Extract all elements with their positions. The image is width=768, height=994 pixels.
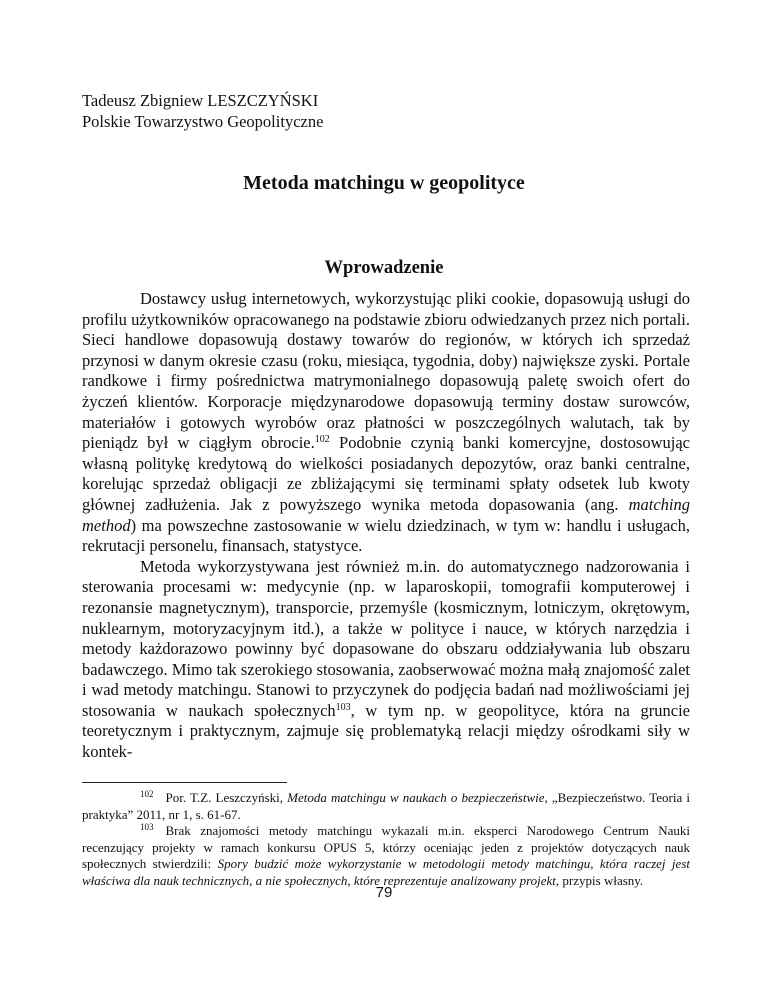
footnote-divider (82, 782, 287, 783)
footnote-102-italic: Metoda matchingu w naukach o bezpieczeństwie (287, 790, 545, 805)
footnote-103 (82, 823, 690, 889)
paragraph-1-text-b: Podobnie czynią banki komercyjne, dostosowując własną politykę kredytową do wielkości posiadanych depozytów, oraz banki centralne, korelując sprzedaż obligacji ze zbliżającymi się terminami spłaty odsetek lub kwoty głównej zadłużenia. Jak z powyższego wynika metoda dopasowania (ang. (82, 433, 691, 514)
footnotes (82, 790, 690, 890)
footnote-102-text-b: , „Bezpieczeństwo. Teoria i praktyka” 2011, nr 1, s. 61-67. (82, 790, 690, 822)
paragraph-2-text-a: Metoda wykorzystywana jest również m.in. do automatycznego nadzorowania i sterowania procesami w: medycynie (np. w laparoskopii, tomografii komputerowej i rezonansie magnetycznym), transporcie, przemyśle (kosmicznym, lotniczym, okrętowym, nuklearnym, motoryzacyjnym itd.), a także w polityce i nauce, w których narzędzia i metody każdorazowo powinny być dopasowane do obszaru oddziaływania lub obszaru badawczego. Mimo tak szerokiego stosowania, zaobserwować można małą znajomość zalet i wad metody matchingu. Stanowi to przyczynek do podjęcia badań nad możliwościami jej stosowania w naukach społecznych (82, 556, 690, 720)
paragraph-2-text-b: , w tym np. w geopolityce, która na gruncie teoretycznym i praktycznym, zajmuje się problematyką relacji między ośrodkami siły w kontek- (82, 700, 690, 762)
footnote-102 (82, 790, 690, 823)
footnote-ref-103: 103 (335, 701, 351, 713)
footnote-103-text-b: , przypis własny. (555, 872, 644, 888)
paragraph-1 (82, 289, 690, 557)
footnote-103-number: 103 (140, 822, 154, 833)
author-affiliation: Polskie Towarzystwo Geopolityczne (82, 112, 324, 131)
footnote-102-text-a: Por. T.Z. Leszczyński, (165, 790, 288, 805)
footnote-ref-102: 102 (314, 434, 330, 446)
paragraph-1-text-a: Dostawcy usług internetowych, wykorzystując pliki cookie, dopasowują usługi do profilu użytkowników opracowanego na podstawie zbioru odwiedzanych przez nich portali. Sieci handlowe dopasowują dostawy towarów do regionów, w których ich sprzedaż przynosi w danym okresie czasu (roku, miesiąca, tygodnia, doby) największe zyski. Portale randkowe i firmy pośrednictwa matrymonialnego dopasowują paletę swoich ofert do życzeń klientów. Korporacje międzynarodowe dopasowują terminy dostaw surowców, materiałów i gotowych wyrobów oraz płatności w poszczególnych walutach, tak by pieniądz był w ciągłym obrocie. (82, 289, 690, 453)
page-number: 79 (375, 884, 393, 901)
section-heading: Wprowadzenie (324, 258, 444, 278)
author-name: Tadeusz Zbigniew LESZCZYŃSKI (82, 91, 319, 110)
paragraph-1-italic-term: matching method (82, 494, 690, 535)
footnote-103-italic: Spory budzić może wykorzystanie w metodologii metody matchingu, która raczej jest właściwa dla nauk technicznych, a nie społecznych, które reprezentuje analizowany projekt (82, 856, 690, 888)
footnote-102-number: 102 (140, 789, 154, 799)
article-body (82, 289, 690, 763)
article-title: Metoda matchingu w geopolityce (243, 172, 525, 194)
paragraph-2 (82, 557, 690, 763)
paragraph-1-text-c: ) ma powszechne zastosowanie w wielu dziedzinach, w tym w: handlu i usługach, rekrutacji personelu, finansach, statystyce. (82, 515, 690, 556)
author-block (82, 90, 323, 132)
footnote-103-text-a: Brak znajomości metody matchingu wykazali m.in. eksperci Narodowego Centrum Nauki recenzujący projekty w ramach konkursu OPUS 5, którzy oceniając jeden z projektów dotyczących nauk społecznych stwierdzili: (82, 823, 690, 872)
